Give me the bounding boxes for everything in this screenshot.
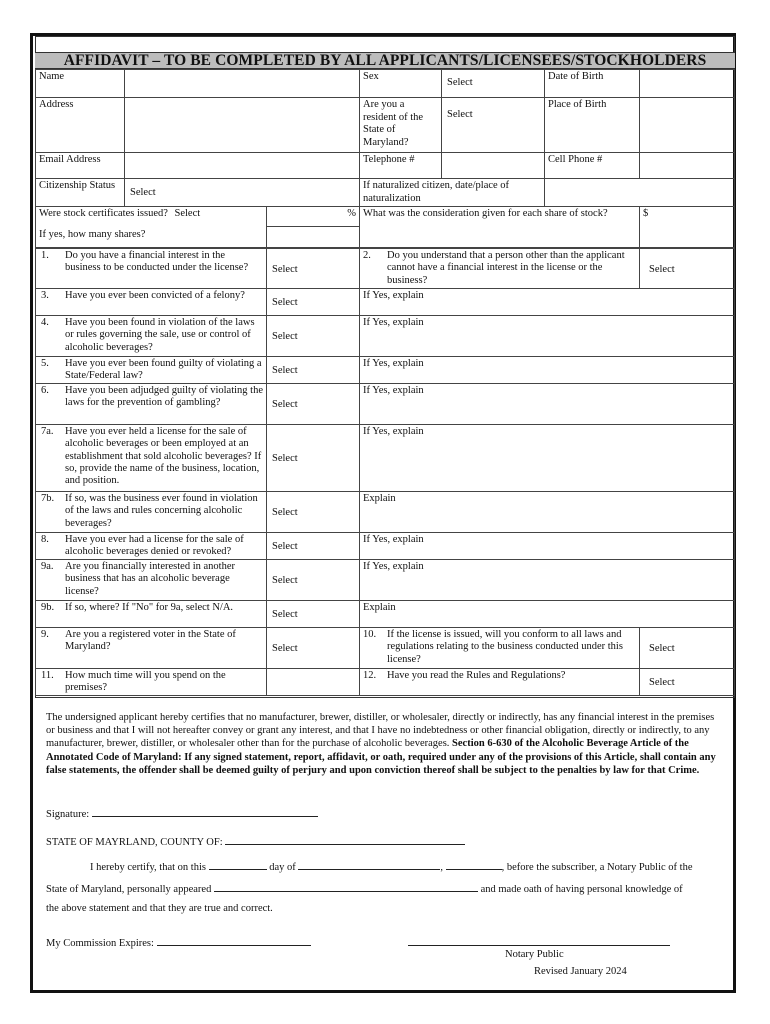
certification-text: The undersigned applicant hereby certifies that no manufacturer, brewer, distiller, or wholesaler, directly or indirectly, has any financial interest in the premises or business and that I will not hereafter convey or grant any interest, and that I have no indebtedness or other financial obligation, directly or indirectly, to any manufacturer, brewer, distiller, or wholesaler other than for the purchase of alcoholic beverages. — [46, 712, 715, 750]
notary-line-2 — [46, 881, 683, 896]
question-text: Have you ever been convicted of a felony? — [65, 290, 245, 301]
question-text: How much time will you spend on the premises? — [65, 670, 226, 694]
citizenship-select-value: Select — [130, 187, 156, 198]
naturalized-field[interactable] — [544, 178, 735, 207]
dollar-sign: $ — [643, 208, 649, 219]
email-label: Email Address — [35, 152, 125, 179]
question-number: 7a. — [41, 426, 54, 437]
question-text: Have you ever had a license for the sale of alcoholic beverages denied or revoked? — [65, 534, 244, 558]
email-field[interactable] — [124, 152, 360, 179]
address-field[interactable] — [124, 97, 360, 153]
question-text: Do you have a financial interest in the business to be conducted under the license? — [65, 250, 249, 274]
explain-field[interactable] — [359, 288, 735, 316]
commission-field[interactable] — [157, 935, 311, 946]
question-text: Are you a registered voter in the State of Maryland? — [65, 629, 236, 653]
right-question-cell — [359, 248, 640, 289]
explain-label: If Yes, explain — [363, 534, 424, 545]
select-value: Select — [272, 575, 298, 586]
naturalized-label: If naturalized citizen, date/place of naturalization — [359, 178, 545, 207]
question-text: Have you ever held a license for the sale of alcoholic beverages or been employed at an establishment that sold alcoholic beverages? If so, provide the name of the business, location, and position. — [65, 426, 262, 487]
explain-field[interactable] — [359, 600, 735, 628]
certification-warning: Section 6-630 of the Alcoholic Beverage Article of the Annotated Code of Maryland: If any signed statement, report, affidavit, or oath, required under any of the provisions of this Article, shall contain any false statements, the offender shall be deemed guilty of perjury and upon conviction thereof shall be subject to the penalties by law for that Crime. — [46, 738, 716, 776]
right-answer-select[interactable] — [639, 248, 735, 289]
select-value: Select — [272, 331, 298, 342]
signature-line — [46, 806, 318, 821]
sex-select-value: Select — [447, 77, 473, 88]
question-text: Have you been adjudged guilty of violating the laws for the prevention of gambling? — [65, 385, 263, 409]
question-answer-select[interactable] — [266, 559, 360, 601]
notary-signature-field[interactable] — [408, 945, 670, 946]
pob-field[interactable] — [639, 97, 735, 153]
select-value: Select — [272, 264, 298, 275]
notary-line-3: the above statement and that they are true and correct. — [46, 903, 273, 914]
question-cell — [35, 315, 267, 357]
question-number: 6. — [41, 385, 49, 396]
question-cell — [35, 248, 267, 289]
name-field[interactable] — [124, 69, 360, 98]
question-cell — [35, 356, 267, 384]
explain-field[interactable] — [359, 383, 735, 425]
explain-field[interactable] — [359, 532, 735, 560]
resident-label: Are you a resident of the State of Maryland? — [359, 97, 442, 153]
select-value: Select — [272, 399, 298, 410]
question-answer-select[interactable] — [266, 491, 360, 533]
question-text: If so, where? If "No" for 9a, select N/A. — [65, 602, 234, 613]
explain-field[interactable] — [359, 491, 735, 533]
question-answer-select[interactable] — [266, 668, 360, 696]
question-cell — [35, 383, 267, 425]
explain-label: If Yes, explain — [363, 317, 424, 328]
how-many-shares-label: If yes, how many shares? — [39, 228, 146, 240]
question-answer-select[interactable] — [266, 315, 360, 357]
explain-label: If Yes, explain — [363, 561, 424, 572]
question-number: 11. — [41, 670, 54, 681]
question-cell — [35, 600, 267, 628]
explain-label: If Yes, explain — [363, 385, 424, 396]
telephone-field[interactable] — [441, 152, 545, 179]
question-text: Have you been found in violation of the laws or rules governing the sale, use or control of alcoholic beverages? — [65, 317, 255, 353]
question-answer-select[interactable] — [266, 356, 360, 384]
explain-label: If Yes, explain — [363, 290, 424, 301]
sex-select[interactable] — [441, 69, 545, 98]
right-question-number: 10. — [363, 629, 377, 640]
signature-label: Signature: — [46, 809, 90, 820]
question-number: 9b. — [41, 602, 55, 613]
right-question-text: Have you read the Rules and Regulations? — [387, 670, 566, 681]
dob-label: Date of Birth — [544, 69, 640, 98]
right-answer-select[interactable] — [639, 668, 735, 696]
question-text: Are you financially interested in another business that has an alcoholic beverage license? — [65, 561, 235, 597]
question-number: 3. — [41, 290, 49, 301]
question-answer-select[interactable] — [266, 383, 360, 425]
question-number: 4. — [41, 317, 49, 328]
right-question-text: Do you understand that a person other than the applicant cannot have a financial interest in the license or the business? — [387, 250, 625, 286]
question-number: 7b. — [41, 493, 55, 504]
question-answer-select[interactable] — [266, 248, 360, 289]
select-value: Select — [272, 365, 298, 376]
stock-percent-cell[interactable] — [266, 206, 360, 227]
right-answer-select[interactable] — [639, 627, 735, 669]
select-value: Select — [649, 643, 675, 654]
question-cell — [35, 491, 267, 533]
certify-text: I hereby certify, that on this — [90, 862, 206, 873]
question-cell — [35, 288, 267, 316]
question-answer-select[interactable] — [266, 627, 360, 669]
sex-label: Sex — [359, 69, 442, 98]
right-question-text: If the license is issued, will you conform to all laws and regulations relating to the business conducted under this license? — [387, 629, 623, 665]
question-number: 1. — [41, 250, 49, 261]
question-cell — [35, 424, 267, 492]
dob-field[interactable] — [639, 69, 735, 98]
revised-date: Revised January 2024 — [534, 966, 627, 977]
right-question-number: 12. — [363, 670, 377, 681]
certify-month-field[interactable] — [298, 859, 440, 870]
resident-select[interactable] — [441, 97, 545, 153]
signature-field[interactable] — [92, 806, 318, 817]
oath-text: and made oath of having personal knowledge of — [480, 884, 683, 895]
county-field[interactable] — [225, 834, 465, 845]
citizenship-label: Citizenship Status — [35, 178, 125, 207]
cell-phone-label: Cell Phone # — [544, 152, 640, 179]
question-text: If so, was the business ever found in violation of the laws and rules concerning alcoholic beverages? — [65, 493, 258, 529]
select-value: Select — [272, 643, 298, 654]
certify-year-field[interactable] — [446, 859, 502, 870]
question-number: 8. — [41, 534, 49, 545]
telephone-label: Telephone # — [359, 152, 442, 179]
question-cell — [35, 532, 267, 560]
certify-day-field[interactable] — [209, 859, 267, 870]
state-county-label: STATE OF MAYRLAND, COUNTY OF: — [46, 837, 223, 848]
explain-label: Explain — [363, 602, 396, 613]
question-answer-select[interactable] — [266, 600, 360, 628]
stock-issued-label: Were stock certificates issued? — [39, 208, 168, 219]
address-label: Address — [35, 97, 125, 153]
before-text: , before the subscriber, a Notary Public of the — [501, 862, 693, 873]
question-cell — [35, 627, 267, 669]
question-answer-select[interactable] — [266, 424, 360, 492]
question-answer-select[interactable] — [266, 288, 360, 316]
select-value: Select — [272, 297, 298, 308]
explain-field[interactable] — [359, 424, 735, 492]
notary-public-label: Notary Public — [505, 949, 564, 960]
certification-paragraph — [46, 711, 722, 777]
explain-label: If Yes, explain — [363, 426, 424, 437]
commission-label: My Commission Expires: — [46, 938, 154, 949]
question-cell — [35, 559, 267, 601]
cell-phone-field[interactable] — [639, 152, 735, 179]
explain-field[interactable] — [359, 315, 735, 357]
explain-label: If Yes, explain — [363, 358, 424, 369]
question-text: Have you ever been found guilty of violating a State/Federal law? — [65, 358, 262, 382]
question-number: 9a. — [41, 561, 54, 572]
resident-select-value: Select — [447, 109, 473, 120]
select-value: Select — [272, 453, 298, 464]
comma-text: , — [440, 862, 443, 873]
explain-field[interactable] — [359, 559, 735, 601]
question-number: 5. — [41, 358, 49, 369]
select-value: Select — [649, 677, 675, 688]
percent-sign: % — [347, 208, 356, 219]
commission-line — [46, 935, 311, 950]
select-value: Select — [272, 541, 298, 552]
state-appeared-text: State of Maryland, personally appeared — [46, 884, 212, 895]
select-value: Select — [649, 264, 675, 275]
question-answer-select[interactable] — [266, 532, 360, 560]
right-question-number: 2. — [363, 250, 371, 261]
pob-label: Place of Birth — [544, 97, 640, 153]
explain-label: Explain — [363, 493, 396, 504]
notary-line-1 — [90, 859, 692, 874]
right-question-cell — [359, 627, 640, 669]
explain-field[interactable] — [359, 356, 735, 384]
question-cell — [35, 668, 267, 696]
consideration-label: What was the consideration given for each share of stock? — [359, 206, 640, 248]
stock-issued-cell — [35, 206, 267, 248]
citizenship-select[interactable] — [124, 178, 360, 207]
day-of-text: day of — [269, 862, 296, 873]
state-county-line — [46, 834, 465, 849]
select-value: Select — [272, 609, 298, 620]
name-label: Name — [35, 69, 125, 98]
appeared-name-field[interactable] — [214, 881, 478, 892]
form-title: AFFIDAVIT – TO BE COMPLETED BY ALL APPLICANTS/LICENSEES/STOCKHOLDERS — [35, 52, 735, 69]
right-question-cell — [359, 668, 640, 696]
stock-issued-select[interactable]: Select — [174, 208, 201, 219]
consideration-amount[interactable] — [639, 206, 735, 248]
question-number: 9. — [41, 629, 49, 640]
shares-count-field[interactable] — [266, 226, 360, 248]
select-value: Select — [272, 507, 298, 518]
